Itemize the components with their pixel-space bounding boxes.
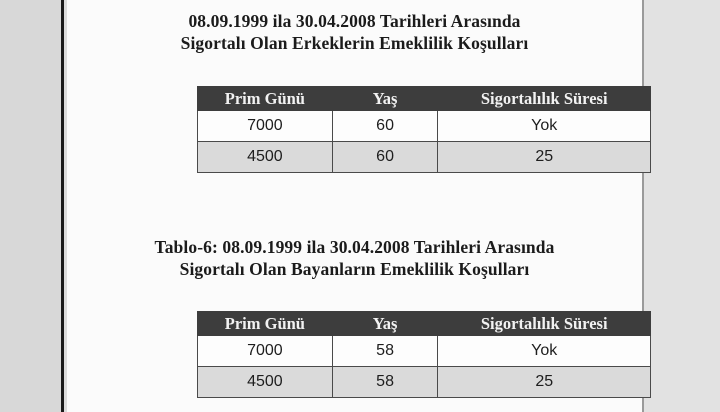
column-header-prim-gunu: Prim Günü <box>198 312 333 336</box>
table-header-row <box>198 312 651 336</box>
table-title-men <box>67 10 642 54</box>
table-cell: 4500 <box>198 367 333 398</box>
table-row <box>198 336 651 367</box>
table-cell: 25 <box>438 367 651 398</box>
column-header-yas: Yaş <box>332 312 438 336</box>
column-header-sigortalilik-suresi: Sigortalılık Süresi <box>438 87 651 111</box>
table-title-line: Sigortalı Olan Bayanların Emeklilik Koşulları <box>179 259 530 279</box>
table-cell: Yok <box>438 336 651 367</box>
scan-right-margin <box>642 0 720 412</box>
column-header-prim-gunu: Prim Günü <box>198 87 333 111</box>
table-title-line: Tablo-6: 08.09.1999 ila 30.04.2008 Tarihleri Arasında <box>154 237 555 257</box>
table-row <box>198 111 651 142</box>
table-cell: Yok <box>438 111 651 142</box>
table-cell: 7000 <box>198 111 333 142</box>
column-header-sigortalilik-suresi: Sigortalılık Süresi <box>438 312 651 336</box>
table-header-row <box>198 87 651 111</box>
table-cell: 7000 <box>198 336 333 367</box>
document-page <box>67 0 642 412</box>
retirement-table-men <box>197 86 651 173</box>
table-title-line: 08.09.1999 ila 30.04.2008 Tarihleri Arasında <box>188 11 521 31</box>
scan-left-margin <box>0 0 64 412</box>
table-cell: 60 <box>332 111 438 142</box>
table-cell: 58 <box>332 367 438 398</box>
table-cell: 58 <box>332 336 438 367</box>
table-cell: 60 <box>332 142 438 173</box>
table-cell: 4500 <box>198 142 333 173</box>
table-row <box>198 367 651 398</box>
table-title-women <box>67 236 642 280</box>
column-header-yas: Yaş <box>332 87 438 111</box>
table-row <box>198 142 651 173</box>
table-title-line: Sigortalı Olan Erkeklerin Emeklilik Koşulları <box>180 33 529 53</box>
table-cell: 25 <box>438 142 651 173</box>
retirement-table-women <box>197 311 651 398</box>
